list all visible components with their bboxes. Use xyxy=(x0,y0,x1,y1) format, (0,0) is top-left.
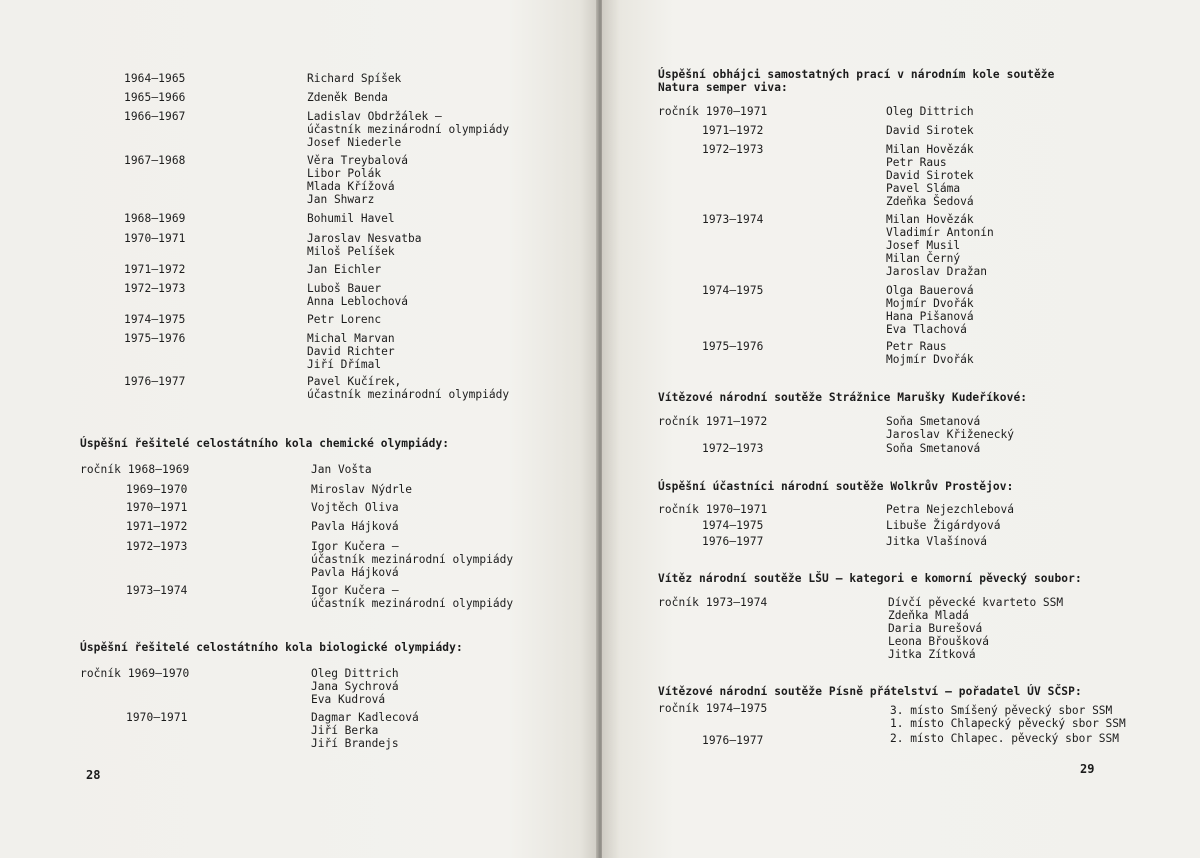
section-heading: Úspěšní účastníci národní soutěže Wolkrův Prostějov: xyxy=(658,480,1014,493)
year-label: ročník 1968—1969 xyxy=(80,463,190,476)
year-label: 1976—1977 xyxy=(702,535,764,548)
names-block xyxy=(307,332,395,371)
names-block xyxy=(886,143,974,208)
names-block xyxy=(307,154,408,206)
year-label: 1976—1977 xyxy=(124,375,186,388)
name-line: Anna Leblochová xyxy=(307,295,409,308)
page-number: 28 xyxy=(86,768,101,782)
name-line: Jitka Vlašínová xyxy=(886,535,988,548)
name-line: Libor Polák xyxy=(307,167,382,180)
names-block xyxy=(311,667,399,706)
name-line: Dagmar Kadlecová xyxy=(311,711,419,724)
name-line: Igor Kučera — xyxy=(311,584,399,597)
year-label: 1964—1965 xyxy=(124,72,186,85)
name-line: Hana Pišanová xyxy=(886,310,974,323)
name-line: Michal Marvan xyxy=(307,332,395,345)
year-label: 1970—1971 xyxy=(126,711,188,724)
names-block xyxy=(311,520,399,533)
section-heading-line2: Natura semper viva: xyxy=(658,81,788,94)
name-line: Leona Břoušková xyxy=(888,635,990,648)
name-line: Věra Treybalová xyxy=(307,154,409,167)
name-line: Jiří Berka xyxy=(311,724,379,737)
names-block xyxy=(307,282,408,308)
name-line: Igor Kučera — xyxy=(311,540,399,553)
year-label: 1966—1967 xyxy=(124,110,186,123)
section-heading: Vítězové národní soutěže Písně přátelství — pořadatel ÚV SČSP: xyxy=(658,685,1082,698)
right-page xyxy=(602,0,1200,858)
year-label: 1971—1972 xyxy=(702,124,764,137)
year-label: 1975—1976 xyxy=(124,332,186,345)
name-line: Richard Spíšek xyxy=(307,72,402,85)
year-label: ročník 1973—1974 xyxy=(658,596,768,609)
section-heading: Úspěšní obhájci samostatných prací v národním kole soutěže xyxy=(658,68,1055,81)
names-block xyxy=(311,463,372,476)
name-line: Vladimír Antonín xyxy=(886,226,994,239)
names-block xyxy=(886,442,980,455)
names-block xyxy=(888,596,1063,661)
section-heading: Vítězové národní soutěže Strážnice Marušky Kudeříkové: xyxy=(658,391,1028,404)
year-label: 1974—1975 xyxy=(124,313,186,326)
year-label: ročník 1969—1970 xyxy=(80,667,190,680)
name-line: Jan Vošta xyxy=(311,463,372,476)
year-label: 1974—1975 xyxy=(702,519,764,532)
name-line: Libuše Žigárdyová xyxy=(886,519,1001,532)
year-label: 1973—1974 xyxy=(702,213,764,226)
name-line: Zdeněk Benda xyxy=(307,91,388,104)
names-block xyxy=(890,732,1119,745)
name-line: Milan Hovězák xyxy=(886,143,974,156)
names-block xyxy=(886,415,1014,441)
name-line: Jan Eichler xyxy=(307,263,382,276)
year-label: 1974—1975 xyxy=(702,284,764,297)
year-label: 1972—1973 xyxy=(124,282,186,295)
year-label: 1965—1966 xyxy=(124,91,186,104)
year-label: 1972—1973 xyxy=(126,540,188,553)
year-label: ročník 1970—1971 xyxy=(658,503,768,516)
year-label: 1967—1968 xyxy=(124,154,186,167)
name-line: Miroslav Nýdrle xyxy=(311,483,413,496)
name-line: 1. místo Chlapecký pěvecký sbor SSM xyxy=(890,717,1126,730)
name-line: 2. místo Chlapec. pěvecký sbor SSM xyxy=(890,732,1120,745)
name-line: Oleg Dittrich xyxy=(311,667,399,680)
names-block xyxy=(307,313,381,326)
name-line: Olga Bauerová xyxy=(886,284,974,297)
names-block xyxy=(886,503,1014,516)
name-line: Eva Tlachová xyxy=(886,323,967,336)
name-line: David Richter xyxy=(307,345,395,358)
name-line: Milan Černý xyxy=(886,252,961,265)
names-block xyxy=(886,105,974,118)
section-heading: Vítěz národní soutěže LŠU — kategori e komorní pěvecký soubor: xyxy=(658,572,1082,585)
names-block xyxy=(890,704,1126,730)
names-block xyxy=(311,483,412,496)
names-block xyxy=(307,91,388,104)
names-block xyxy=(886,213,994,278)
names-block xyxy=(311,501,399,514)
year-label: 1973—1974 xyxy=(126,584,188,597)
name-line: Bohumil Havel xyxy=(307,212,395,225)
year-label: 1975—1976 xyxy=(702,340,764,353)
name-line: Jiří Dřímal xyxy=(307,358,382,371)
name-line: Jitka Zítková xyxy=(888,648,976,661)
section-heading: Úspěšní řešitelé celostátního kola chemické olympiády: xyxy=(80,437,450,450)
name-line: Josef Niederle xyxy=(307,136,402,149)
name-line: Mlada Křížová xyxy=(307,180,395,193)
names-block xyxy=(307,375,509,401)
name-line: Pavla Hájková xyxy=(311,520,399,533)
name-line: Pavel Sláma xyxy=(886,182,961,195)
names-block xyxy=(311,584,513,610)
name-line: Vojtěch Oliva xyxy=(311,501,399,514)
page-number: 29 xyxy=(1080,762,1095,776)
year-label: 1972—1973 xyxy=(702,143,764,156)
names-block xyxy=(886,124,974,137)
name-line: účastník mezinárodní olympiády xyxy=(311,553,514,566)
names-block xyxy=(886,340,974,366)
name-line: Mojmír Dvořák xyxy=(886,353,974,366)
name-line: Ladislav Obdržálek — xyxy=(307,110,442,123)
name-line: Petr Raus xyxy=(886,156,947,169)
left-page xyxy=(0,0,598,858)
names-block xyxy=(886,535,987,548)
name-line: Oleg Dittrich xyxy=(886,105,974,118)
year-label: 1976—1977 xyxy=(702,734,764,747)
name-line: Jaroslav Nesvatba xyxy=(307,232,422,245)
names-block xyxy=(307,72,401,85)
year-label: ročník 1974—1975 xyxy=(658,702,768,715)
name-line: 3. místo Smíšený pěvecký sbor SSM xyxy=(890,704,1113,717)
year-label: 1972—1973 xyxy=(702,442,764,455)
name-line: Jaroslav Křiženecký xyxy=(886,428,1014,441)
name-line: Pavel Kučírek, xyxy=(307,375,402,388)
name-line: Luboš Bauer xyxy=(307,282,382,295)
name-line: Dívčí pěvecké kvarteto SSM xyxy=(888,596,1064,609)
year-label: 1971—1972 xyxy=(124,263,186,276)
names-block xyxy=(311,540,513,579)
name-line: Josef Musil xyxy=(886,239,961,252)
name-line: David Sirotek xyxy=(886,124,974,137)
year-label: ročník 1970—1971 xyxy=(658,105,768,118)
name-line: Soňa Smetanová xyxy=(886,415,981,428)
year-label: ročník 1971—1972 xyxy=(658,415,768,428)
name-line: Zdeňka Šedová xyxy=(886,195,974,208)
year-label: 1968—1969 xyxy=(124,212,186,225)
name-line: Petra Nejezchlebová xyxy=(886,503,1014,516)
year-label: 1969—1970 xyxy=(126,483,188,496)
name-line: Jana Sychrová xyxy=(311,680,399,693)
names-block xyxy=(307,212,395,225)
name-line: Mojmír Dvořák xyxy=(886,297,974,310)
name-line: Jiří Brandejs xyxy=(311,737,399,750)
names-block xyxy=(311,711,419,750)
names-block xyxy=(886,284,974,336)
year-label: 1971—1972 xyxy=(126,520,188,533)
name-line: David Sirotek xyxy=(886,169,974,182)
name-line: Soňa Smetanová xyxy=(886,442,981,455)
names-block xyxy=(886,519,1001,532)
name-line: Daria Burešová xyxy=(888,622,983,635)
names-block xyxy=(307,232,422,258)
name-line: Eva Kudrová xyxy=(311,693,386,706)
name-line: Petr Lorenc xyxy=(307,313,382,326)
names-block xyxy=(307,110,509,149)
year-label: 1970—1971 xyxy=(126,501,188,514)
names-block xyxy=(307,263,381,276)
year-label: 1970—1971 xyxy=(124,232,186,245)
name-line: účastník mezinárodní olympiády xyxy=(307,123,510,136)
name-line: účastník mezinárodní olympiády xyxy=(311,597,514,610)
name-line: Zdeňka Mladá xyxy=(888,609,969,622)
name-line: Milan Hovězák xyxy=(886,213,974,226)
name-line: Jaroslav Dražan xyxy=(886,265,988,278)
name-line: Jan Shwarz xyxy=(307,193,375,206)
name-line: Pavla Hájková xyxy=(311,566,399,579)
name-line: účastník mezinárodní olympiády xyxy=(307,388,510,401)
name-line: Miloš Pelíšek xyxy=(307,245,395,258)
name-line: Petr Raus xyxy=(886,340,947,353)
section-heading: Úspěšní řešitelé celostátního kola biologické olympiády: xyxy=(80,641,463,654)
